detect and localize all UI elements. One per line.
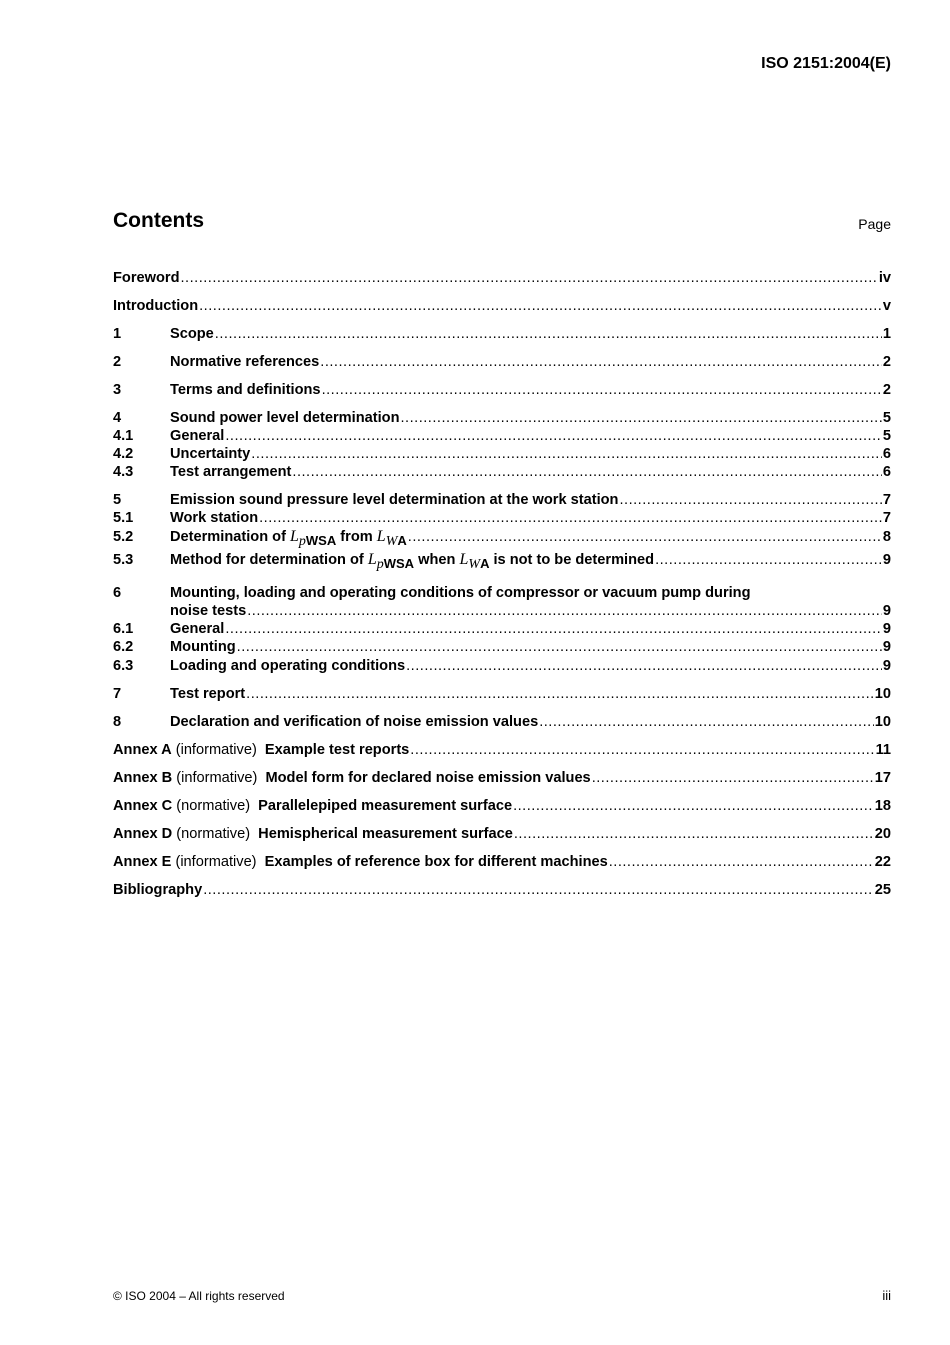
toc-entry-bibliography[interactable] (113, 881, 891, 899)
toc-entry-title: Method for determination of LpWSA when LWA is not to be determined (170, 551, 655, 572)
toc-entry-page: 18 (874, 798, 891, 814)
toc-entry-title: Loading and operating conditions (170, 658, 406, 674)
toc-entry-title: Bibliography (113, 882, 203, 898)
dot-leader (609, 853, 874, 871)
dot-leader (292, 463, 881, 481)
toc-entry-title: Determination of LpWSA from LWA (170, 528, 407, 549)
dot-leader (539, 713, 874, 731)
contents-title: Contents (113, 209, 204, 232)
dot-leader (203, 881, 874, 899)
dot-leader (619, 491, 881, 509)
toc-entry-number: 8 (113, 714, 122, 730)
toc-entry-page: 9 (882, 658, 891, 674)
annex-label: Annex B (113, 770, 173, 786)
toc-entry-page: 6 (882, 446, 891, 462)
toc-entry-introduction[interactable] (113, 297, 891, 315)
toc-entry-5-3[interactable] (113, 551, 891, 572)
toc-entry-title: Work station (170, 510, 259, 526)
dot-leader (215, 325, 882, 343)
toc-entry-title: Mounting, loading and operating conditions of compressor or vacuum pump during (170, 585, 751, 601)
toc-entry-8[interactable] (113, 713, 891, 731)
annex-type: (informative) (175, 742, 257, 758)
dot-leader (246, 685, 874, 703)
document-id: ISO 2151:2004(E) (761, 55, 891, 72)
dot-leader (251, 445, 882, 463)
annex-label: Annex E (113, 854, 172, 870)
toc-entry-page: 7 (882, 510, 891, 526)
toc-entry-4[interactable] (113, 409, 891, 427)
dot-leader (199, 297, 882, 315)
toc-entry-number: 6 (113, 585, 122, 601)
toc-entry-number: 6.1 (113, 621, 134, 637)
annex-type: (informative) (176, 770, 258, 786)
annex-title: Model form for declared noise emission values (265, 770, 591, 786)
annex-title: Example test reports (264, 742, 410, 758)
annex-label: Annex A (113, 742, 172, 758)
toc-entry-title: Terms and definitions (170, 382, 321, 398)
dot-leader (247, 602, 882, 620)
toc-entry-number: 6.2 (113, 639, 134, 655)
dot-leader (180, 269, 877, 287)
toc-entry-5[interactable] (113, 491, 891, 509)
toc-entry-6[interactable] (113, 584, 891, 602)
toc-entry-5-1[interactable] (113, 509, 891, 527)
toc-entry-number: 6.3 (113, 658, 134, 674)
toc-entry-title: Test arrangement (170, 464, 292, 480)
toc-annex-e[interactable] (113, 853, 891, 871)
dot-leader (408, 528, 882, 546)
annex-title: Parallelepiped measurement surface (258, 798, 513, 814)
toc-entry-4-3[interactable] (113, 463, 891, 481)
toc-entry-page: 11 (875, 742, 891, 758)
toc-entry-page: 7 (882, 492, 891, 508)
toc-entry-page: 17 (874, 770, 891, 786)
toc-entry-title-continuation: noise tests (170, 603, 247, 619)
toc-entry-number: 3 (113, 382, 122, 398)
toc-entry-number: 5.1 (113, 510, 134, 526)
toc-entry-page: 10 (874, 714, 891, 730)
toc-entry-page: 9 (882, 603, 891, 619)
toc-entry-title: Normative references (170, 354, 320, 370)
toc-entry-6-continuation[interactable] (113, 602, 891, 620)
toc-entry-number: 4.3 (113, 464, 134, 480)
annex-title: Hemispherical measurement surface (258, 826, 513, 842)
toc-entry-page: 9 (882, 621, 891, 637)
toc-entry-4-2[interactable] (113, 445, 891, 463)
annex-title: Examples of reference box for different machines (264, 854, 608, 870)
toc-entry-title: Emission sound pressure level determination at the work station (170, 492, 619, 508)
toc-entry-page: 8 (882, 529, 891, 545)
toc-entry-number: 4.2 (113, 446, 134, 462)
toc-entry-title: Foreword (113, 270, 180, 286)
toc-annex-c[interactable] (113, 797, 891, 815)
toc-entry-page: 9 (882, 639, 891, 655)
toc-entry-foreword[interactable] (113, 269, 891, 287)
toc-entry-1[interactable] (113, 325, 891, 343)
toc-entry-page: 9 (882, 552, 891, 568)
toc-entry-page: 10 (874, 686, 891, 702)
toc-entry-page: 20 (874, 826, 891, 842)
toc-entry-page: 2 (882, 382, 891, 398)
toc-entry-title: Scope (170, 326, 214, 342)
dot-leader (592, 769, 874, 787)
toc-entry-page: 5 (882, 410, 891, 426)
dot-leader (410, 741, 874, 759)
toc-entry-6-2[interactable] (113, 638, 891, 656)
toc-entry-4-1[interactable] (113, 427, 891, 445)
toc-entry-2[interactable] (113, 353, 891, 371)
toc-entry-page: 25 (874, 882, 891, 898)
toc-entry-number: 2 (113, 354, 122, 370)
toc-entry-title: Test report (170, 686, 246, 702)
toc-entry-number: 5.3 (113, 552, 134, 568)
toc-entry-number: 7 (113, 686, 122, 702)
toc-entry-page: 6 (882, 464, 891, 480)
toc-entry-page: 5 (882, 428, 891, 444)
toc-annex-b[interactable] (113, 769, 891, 787)
dot-leader (406, 657, 882, 675)
toc-entry-title: Sound power level determination (170, 410, 400, 426)
dot-leader (400, 409, 881, 427)
toc-entry-page: iv (878, 270, 891, 286)
toc-entry-title: General (170, 428, 225, 444)
dot-leader (225, 427, 882, 445)
toc-entry-number: 5.2 (113, 529, 134, 545)
annex-type: (normative) (176, 798, 251, 814)
toc-annex-d[interactable] (113, 825, 891, 843)
annex-type: (informative) (175, 854, 257, 870)
toc-entry-number: 5 (113, 492, 122, 508)
toc-entry-page: 2 (882, 354, 891, 370)
dot-leader (513, 797, 874, 815)
toc-entry-page: 22 (874, 854, 891, 870)
page-column-label: Page (858, 216, 891, 232)
toc-entry-title: Declaration and verification of noise emission values (170, 714, 539, 730)
dot-leader (514, 825, 874, 843)
toc-entry-title: Uncertainty (170, 446, 251, 462)
dot-leader (225, 620, 882, 638)
toc-entry-page: 1 (882, 326, 891, 342)
toc-entry-number: 1 (113, 326, 122, 342)
dot-leader (259, 509, 882, 527)
toc-entry-number: 4 (113, 410, 122, 426)
toc-entry-page: v (882, 298, 891, 314)
annex-type: (normative) (176, 826, 251, 842)
dot-leader (320, 353, 882, 371)
page-number: iii (882, 1288, 891, 1303)
toc-entry-6-3[interactable] (113, 657, 891, 675)
toc-entry-5-2[interactable] (113, 528, 891, 549)
toc-entry-title: Introduction (113, 298, 199, 314)
toc-entry-title: General (170, 621, 225, 637)
toc-entry-title: Mounting (170, 639, 236, 655)
dot-leader (237, 638, 882, 656)
toc-entry-7[interactable] (113, 685, 891, 703)
toc-entry-number: 4.1 (113, 428, 134, 444)
toc-entry-6-1[interactable] (113, 620, 891, 638)
dot-leader (655, 551, 882, 569)
toc-entry-3[interactable] (113, 381, 891, 399)
copyright-notice: © ISO 2004 – All rights reserved (113, 1289, 285, 1303)
dot-leader (322, 381, 882, 399)
toc-annex-a[interactable] (113, 741, 891, 759)
annex-label: Annex C (113, 798, 173, 814)
annex-label: Annex D (113, 826, 173, 842)
